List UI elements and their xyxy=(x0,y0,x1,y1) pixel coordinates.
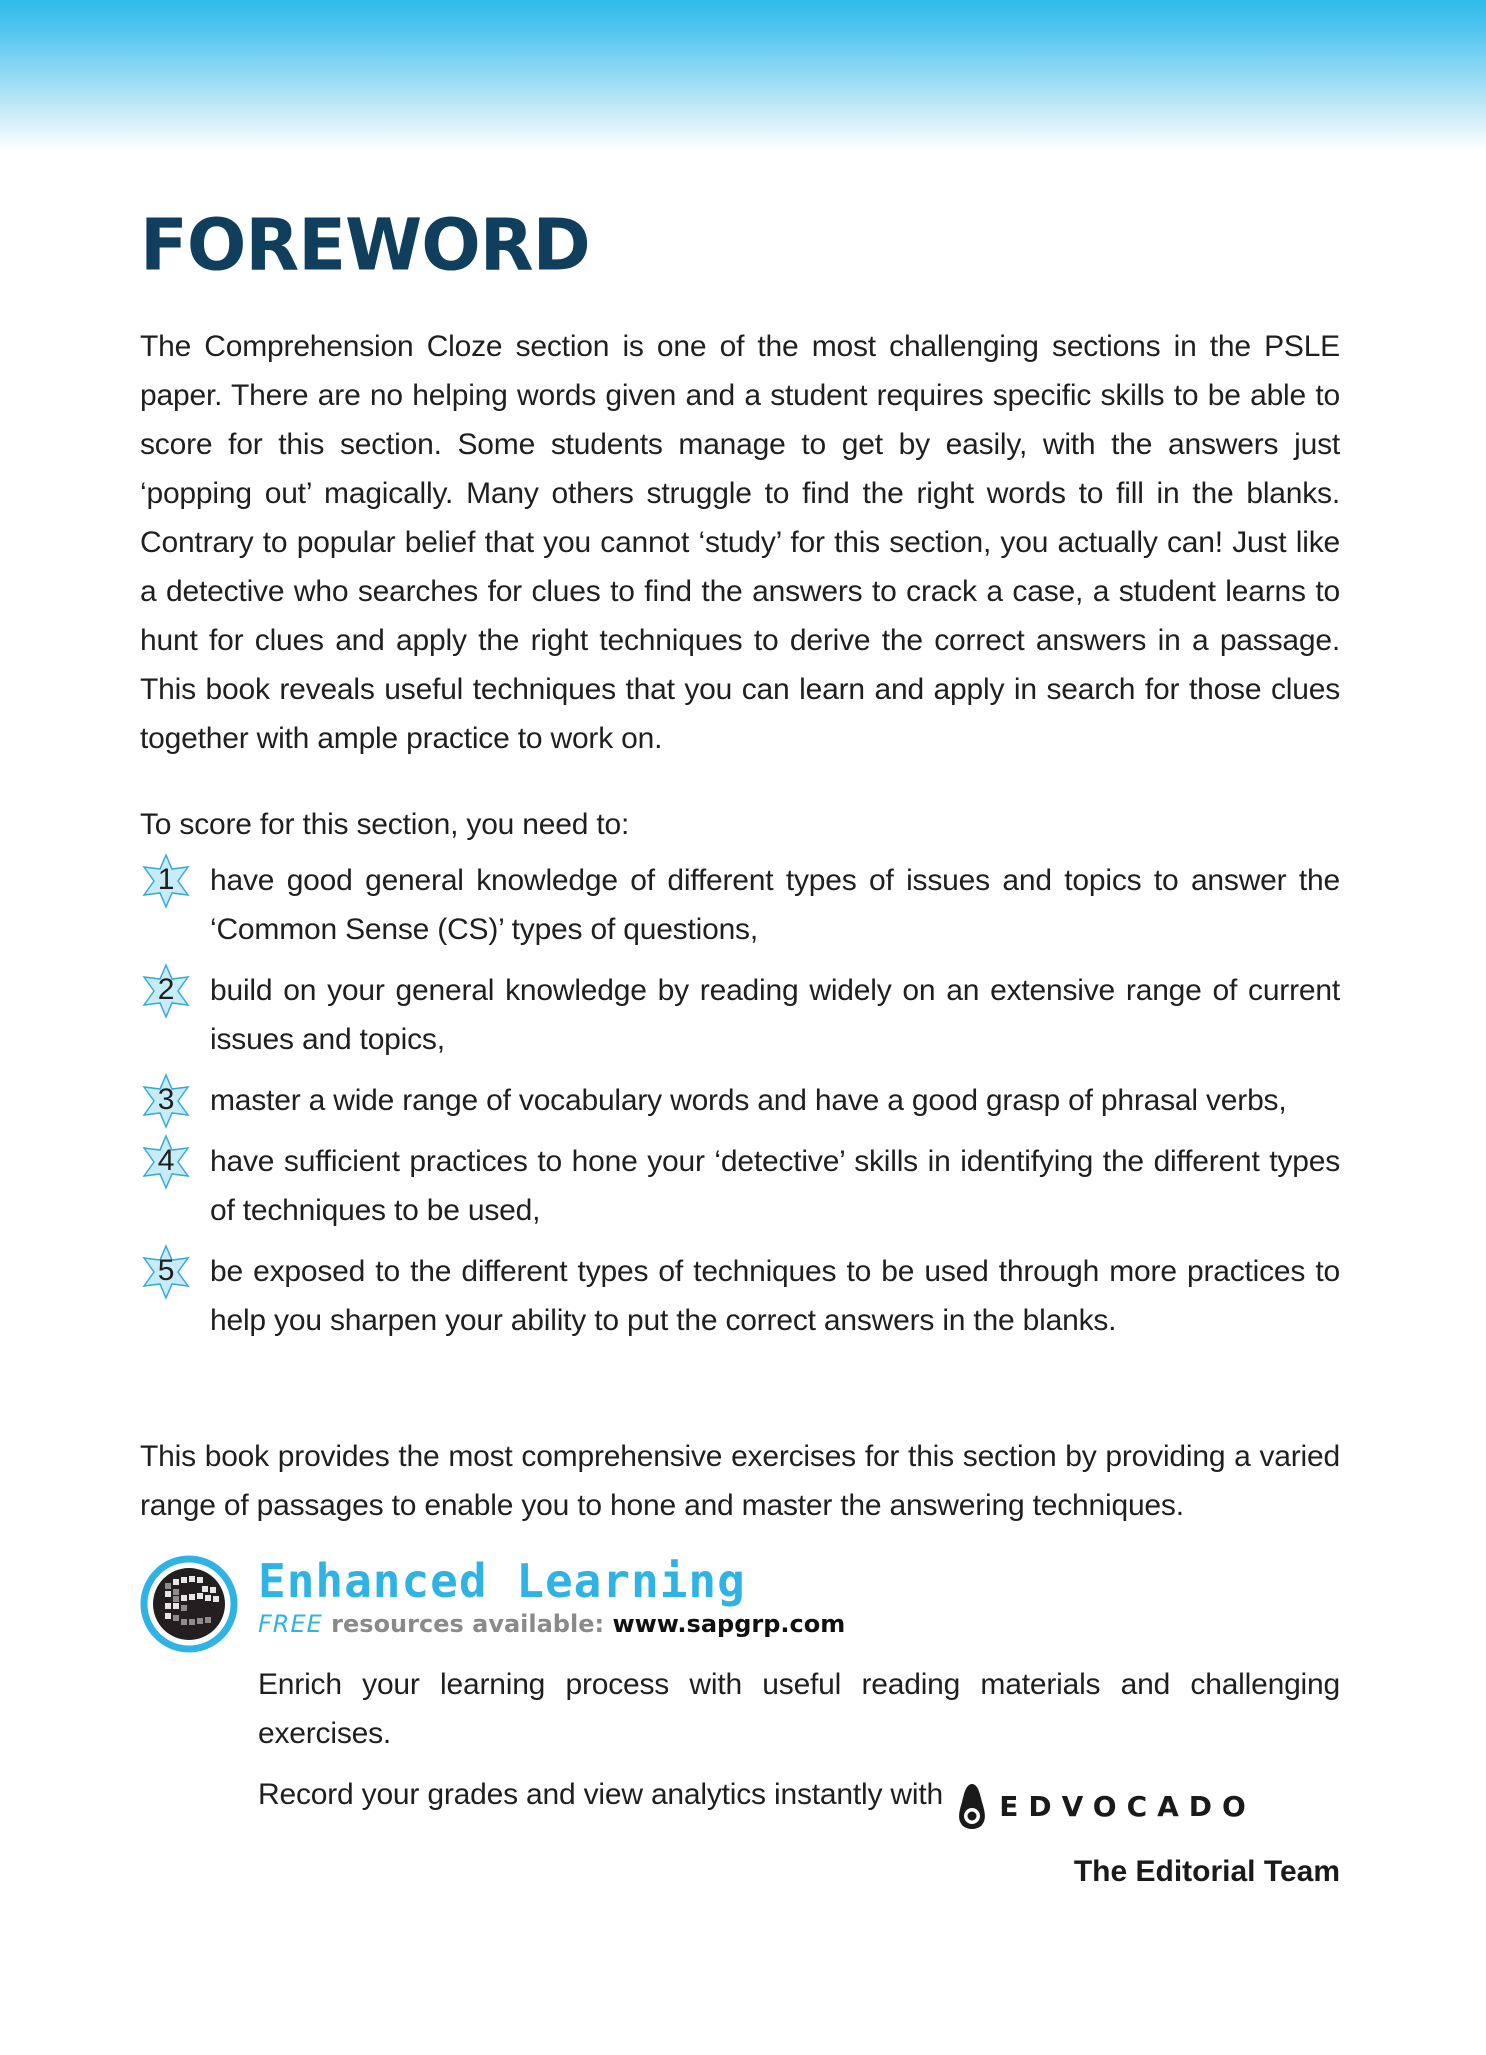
requirements-list xyxy=(140,856,1340,1357)
free-resources-line xyxy=(258,1608,845,1640)
closing-text: This book provides the most comprehensive exercises for this section by providing a varied range of passages to enable you to hone and master the answering techniques. xyxy=(140,1440,1340,1522)
list-item xyxy=(140,966,1340,1064)
list-item-text: master a wide range of vocabulary words and have a good grasp of phrasal verbs, xyxy=(210,1084,1287,1117)
star-number-icon xyxy=(138,963,194,1019)
list-item-text: be exposed to the different types of techniques to be used through more practices to help you sharpen your ability to put the correct answers in the blanks. xyxy=(210,1255,1340,1337)
list-number: 2 xyxy=(157,973,175,1006)
list-item-text: have sufficient practices to hone your ‘detective’ skills in identifying the different types of techniques to be used, xyxy=(210,1145,1340,1227)
list-number: 1 xyxy=(157,863,175,896)
enrich-section xyxy=(258,1660,1340,1831)
requirements-lead-text: To score for this section, you need to: xyxy=(140,808,630,841)
list-item xyxy=(140,856,1340,954)
requirements-lead xyxy=(140,800,1340,849)
list-item xyxy=(140,1247,1340,1345)
signature: The Editorial Team xyxy=(1073,1855,1340,1888)
list-item xyxy=(140,1076,1340,1125)
enrich-text: Enrich your learning process with useful reading materials and challenging exercises. xyxy=(258,1668,1340,1750)
record-line xyxy=(258,1770,1340,1831)
resources-label: resources available: xyxy=(331,1610,605,1638)
edvocado-logo xyxy=(957,1780,1256,1831)
enhanced-learning-logo-icon xyxy=(140,1555,238,1653)
list-item-text: have good general knowledge of different types of issues and topics to answer the ‘Common Sense (CS)’ types of questions, xyxy=(210,864,1340,946)
star-number-icon xyxy=(138,1244,194,1300)
intro-text: The Comprehension Cloze section is one of the most challenging sections in the PSLE paper. There are no helping words given and a student requires specific skills to be able to score for this section. Some students manage to get by easily, with the answers just ‘popping out’ magically. Many others struggle to find the right words to fill in the blanks. Contrary to popular belief that you cannot ‘study’ for this section, you actually can! Just like a detective who searches for clues to find the answers to crack a case, a student learns to hunt for clues and apply the right techniques to derive the correct answers in a passage. This book reveals useful techniques that you can learn and apply in search for those clues together with ample practice to work on. xyxy=(140,330,1340,755)
header-gradient-band xyxy=(0,0,1486,150)
closing-paragraph xyxy=(140,1432,1340,1530)
intro-paragraph xyxy=(140,322,1340,763)
star-number-icon xyxy=(138,853,194,909)
free-label: FREE xyxy=(258,1610,323,1638)
website-link[interactable]: www.sapgrp.com xyxy=(612,1610,846,1638)
list-item-text: build on your general knowledge by reading widely on an extensive range of current issues and topics, xyxy=(210,974,1340,1056)
page-title: FOREWORD xyxy=(140,203,590,287)
star-number-icon xyxy=(138,1073,194,1129)
list-number: 5 xyxy=(157,1254,175,1287)
list-number: 4 xyxy=(157,1144,175,1177)
list-number: 3 xyxy=(157,1083,175,1116)
list-item xyxy=(140,1137,1340,1235)
enhanced-learning-title: Enhanced Learning xyxy=(258,1554,746,1608)
edvocado-wordmark: EDVOCADO xyxy=(999,1789,1256,1823)
star-number-icon xyxy=(138,1134,194,1190)
avocado-icon xyxy=(957,1782,987,1830)
record-text: Record your grades and view analytics instantly with xyxy=(258,1778,943,1811)
